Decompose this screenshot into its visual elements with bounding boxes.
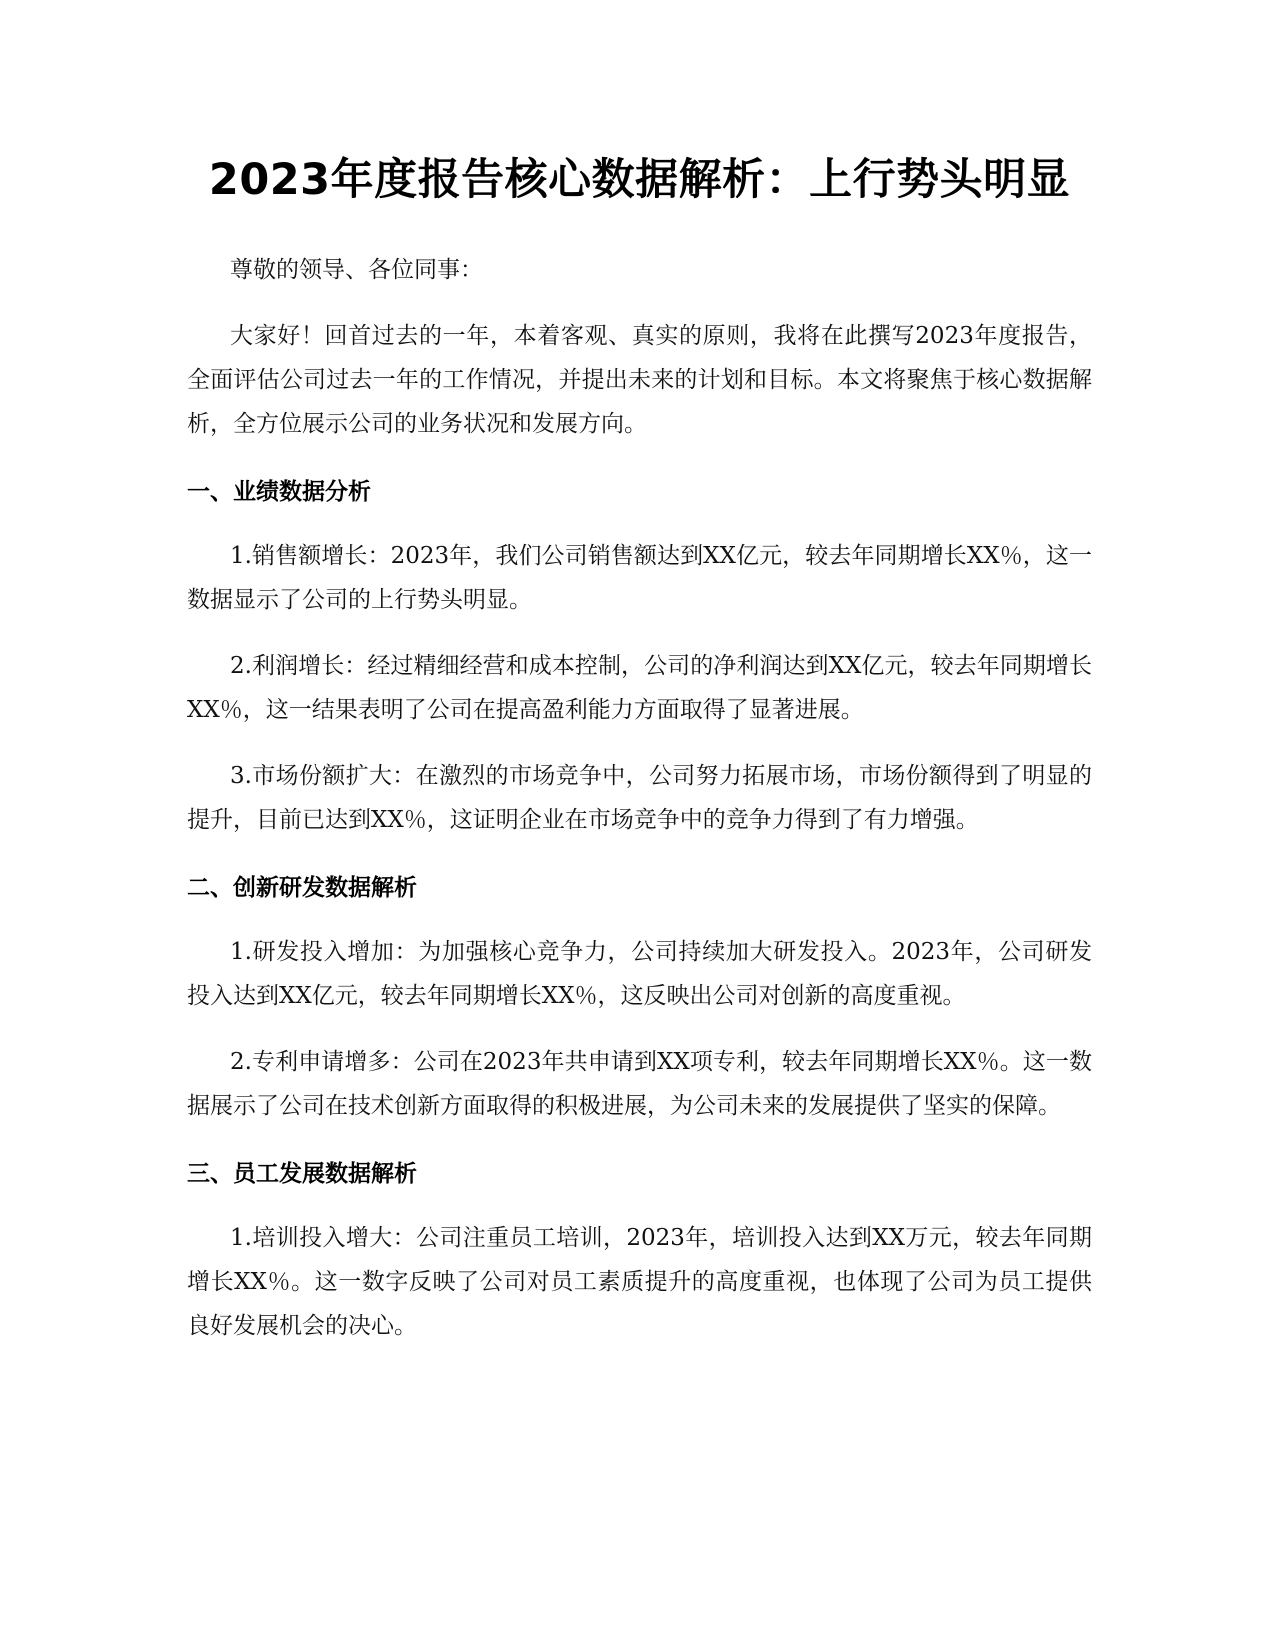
section-heading: 一、业绩数据分析: [187, 479, 371, 505]
section-staff: [187, 1152, 1092, 1348]
paragraph: 2.专利申请增多：公司在2023年共申请到XX项专利，较去年同期增长XX％。这一数据展示了公司在技术创新方面取得的积极进展，为公司未来的发展提供了坚实的保障。: [187, 1049, 1092, 1119]
intro-paragraph: 大家好！回首过去的一年，本着客观、真实的原则，我将在此撰写2023年度报告，全面评估公司过去一年的工作情况，并提出未来的计划和目标。本文将聚焦于核心数据解析，全方位展示公司的业务状况和发展方向。: [187, 323, 1092, 437]
paragraph: 2.利润增长：经过精细经营和成本控制，公司的净利润达到XX亿元，较去年同期增长XX％，这一结果表明了公司在提高盈利能力方面取得了显著进展。: [187, 653, 1092, 723]
greeting: 尊敬的领导、各位同事：: [230, 257, 483, 283]
section-innovation: [187, 866, 1092, 1128]
section-performance: [187, 470, 1092, 842]
paragraph: 3.市场份额扩大：在激烈的市场竞争中，公司努力拓展市场，市场份额得到了明显的提升，目前已达到XX％，这证明企业在市场竞争中的竞争力得到了有力增强。: [187, 763, 1092, 833]
document-page: [187, 148, 1092, 1348]
document-title: 2023年度报告核心数据解析：上行势头明显: [208, 155, 1071, 205]
paragraph: 1.销售额增长：2023年，我们公司销售额达到XX亿元，较去年同期增长XX％，这一数据显示了公司的上行势头明显。: [187, 543, 1092, 613]
section-heading: 三、员工发展数据解析: [187, 1161, 417, 1187]
paragraph: 1.培训投入增大：公司注重员工培训，2023年，培训投入达到XX万元，较去年同期增长XX％。这一数字反映了公司对员工素质提升的高度重视，也体现了公司为员工提供良好发展机会的决心。: [187, 1225, 1092, 1339]
paragraph: 1.研发投入增加：为加强核心竞争力，公司持续加大研发投入。2023年，公司研发投入达到XX亿元，较去年同期增长XX％，这反映出公司对创新的高度重视。: [187, 939, 1092, 1009]
section-heading: 二、创新研发数据解析: [187, 875, 417, 901]
